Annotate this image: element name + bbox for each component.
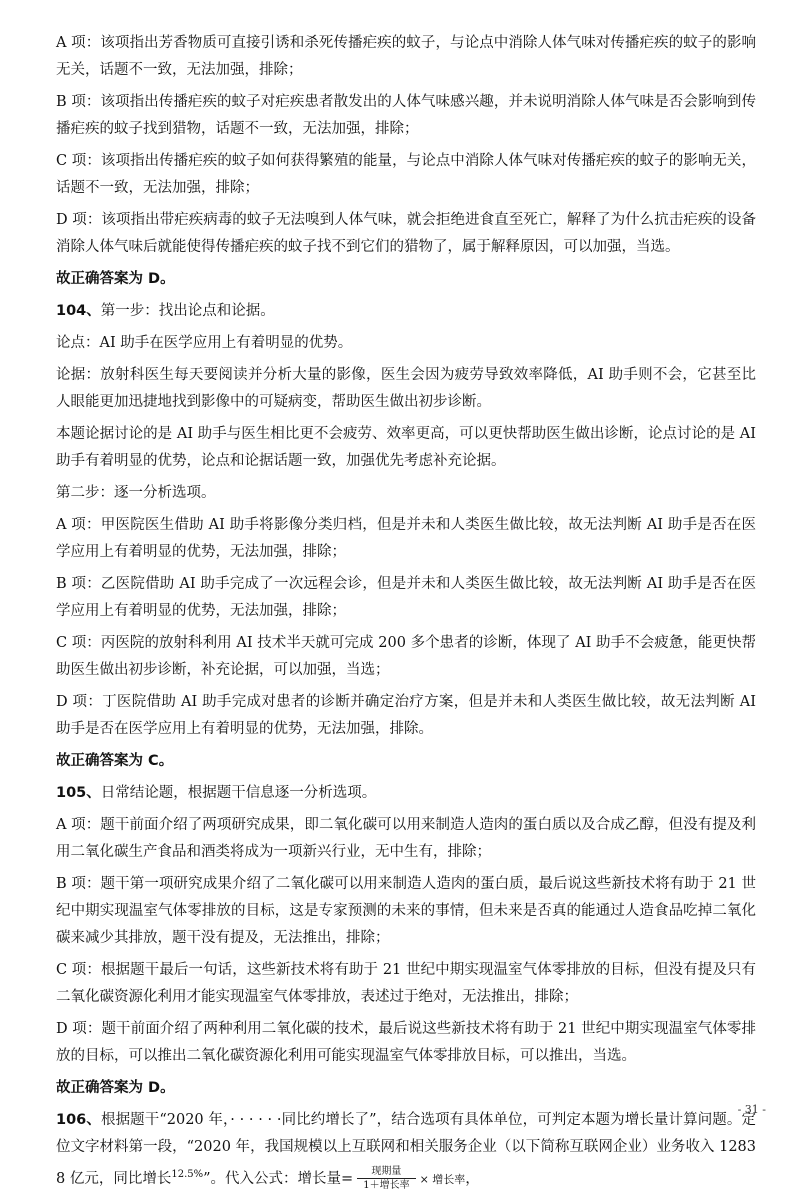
paragraph-argument: 论点：AI 助手在医学应用上有着明显的优势。 <box>56 335 353 351</box>
growth-rate: 12.5% <box>171 1169 204 1180</box>
paragraph-q106 <box>56 1107 756 1193</box>
paragraph-option-a-q103: A 项：该项指出芳香物质可直接引诱和杀死传播疟疾的蚊子，与论点中消除人体气味对传播疟疾的蚊子的影响无关，话题不一致，无法加强，排除； <box>56 35 756 78</box>
question-number-106: 106、 <box>56 1112 101 1128</box>
paragraph-option-d-q104: D 项：丁医院借助 AI 助手完成对患者的诊断并确定治疗方案，但是并未和人类医生做比较，故无法判断 AI 助手是否在医学应用上有着明显的优势，无法加强，排除。 <box>56 694 756 737</box>
formula-times: × 增长率 <box>419 1172 466 1186</box>
page-number: - 31 - <box>737 1103 766 1116</box>
q105-intro-text: 日常结论题，根据题干信息逐一分析选项。 <box>100 785 377 801</box>
growth-formula-fraction <box>357 1165 415 1192</box>
formula-numerator: 现期量 <box>357 1165 415 1179</box>
paragraph-option-b-q105: B 项：题干第一项研究成果介绍了二氧化碳可以用来制造人造肉的蛋白质，最后说这些新技术将有助于 21 世纪中期实现温室气体零排放的目标，这是专家预测的未来的事情，但未来是否真的能通过人造食品吃掉二氧化碳来减少其排放，题干没有提及，无法推出，排除； <box>56 876 756 946</box>
formula-tail: ， <box>465 1170 480 1187</box>
paragraph-option-b-q103: B 项：该项指出传播疟疾的蚊子对疟疾患者散发出的人体气味感兴趣，并未说明消除人体气味是否会影响到传播疟疾的蚊子找到猎物，话题不一致，无法加强，排除； <box>56 94 756 137</box>
document-body <box>56 30 756 1198</box>
paragraph-option-c-q104: C 项：丙医院的放射科利用 AI 技术半天就可完成 200 多个患者的诊断，体现了 AI 助手不会疲惫，能更快帮助医生做出初步诊断，补充论据，可以加强，当选； <box>56 635 756 678</box>
question-number-104: 104、 <box>56 303 101 319</box>
paragraph-option-c-q103: C 项：该项指出传播疟疾的蚊子如何获得繁殖的能量，与论点中消除人体气味对传播疟疾的蚊子的影响无关，话题不一致，无法加强，排除； <box>56 153 756 196</box>
paragraph-option-a-q105: A 项：题干前面介绍了两项研究成果，即二氧化碳可以用来制造人造肉的蛋白质以及合成乙醇，但没有提及利用二氧化碳生产食品和酒类将成为一项新兴行业，无中生有，排除； <box>56 817 756 860</box>
paragraph-q105-intro <box>56 780 756 807</box>
paragraph-option-d-q105: D 项：题干前面介绍了两种利用二氧化碳的技术，最后说这些新技术将有助于 21 世纪中期实现温室气体零排放的目标，可以推出二氧化碳资源化利用可能实现温室气体零排放目标，可以推出，当选。 <box>56 1021 756 1064</box>
q106-text: 根据题干“2020 年，· · · · · ·同比约增长了”，结合选项有具体单位，可判定本题为增长量计算问题。定位文字材料第一段，“2020 年，我国规模以上互联网和相关服务企业（以下简称互联网企业）业务收入 12838 亿元，同比增长 <box>56 1112 756 1187</box>
paragraph-option-b-q104: B 项：乙医院借助 AI 助手完成了一次远程会诊，但是并未和人类医生做比较，故无法判断 AI 助手是否在医学应用上有着明显的优势，无法加强，排除； <box>56 576 756 619</box>
paragraph-option-d-q103: D 项：该项指出带疟疾病毒的蚊子无法嗅到人体气味，就会拒绝进食直至死亡，解释了为什么抗击疟疾的设备消除人体气味后就能使得传播疟疾的蚊子找不到它们的猎物了，属于解释原因，可以加强，当选。 <box>56 212 756 255</box>
paragraph-evidence: 论据：放射科医生每天要阅读并分析大量的影像，医生会因为疲劳导致效率降低，AI 助手则不会，它甚至比人眼能更加迅捷地找到影像中的可疑病变，帮助医生做出初步诊断。 <box>56 367 756 410</box>
answer-q104: 故正确答案为 C。 <box>56 753 174 769</box>
paragraph-q104-step1 <box>56 298 756 325</box>
question-number-105: 105、 <box>56 785 101 801</box>
paragraph-option-c-q105: C 项：根据题干最后一句话，这些新技术将有助于 21 世纪中期实现温室气体零排放的目标，但没有提及只有二氧化碳资源化利用才能实现温室气体零排放，表述过于绝对，无法推出，排除； <box>56 962 756 1005</box>
step1-text: 第一步：找出论点和论据。 <box>100 303 275 319</box>
answer-q105: 故正确答案为 D。 <box>56 1080 175 1096</box>
formula-denominator: 1＋增长率 <box>363 1180 410 1192</box>
formula-lead: ”。代入公式：增长量 <box>203 1170 342 1187</box>
paragraph-analysis: 本题论据讨论的是 AI 助手与医生相比更不会疲劳、效率更高，可以更快帮助医生做出诊断，论点讨论的是 AI 助手有着明显的优势，论点和论据话题一致，加强优先考虑补充论据。 <box>56 426 756 469</box>
paragraph-step2: 第二步：逐一分析选项。 <box>56 485 216 501</box>
answer-q103: 故正确答案为 D。 <box>56 271 175 287</box>
paragraph-option-a-q104: A 项：甲医院医生借助 AI 助手将影像分类归档，但是并未和人类医生做比较，故无法判断 AI 助手是否在医学应用上有着明显的优势，无法加强，排除； <box>56 517 756 560</box>
formula-eq: = <box>341 1170 354 1187</box>
